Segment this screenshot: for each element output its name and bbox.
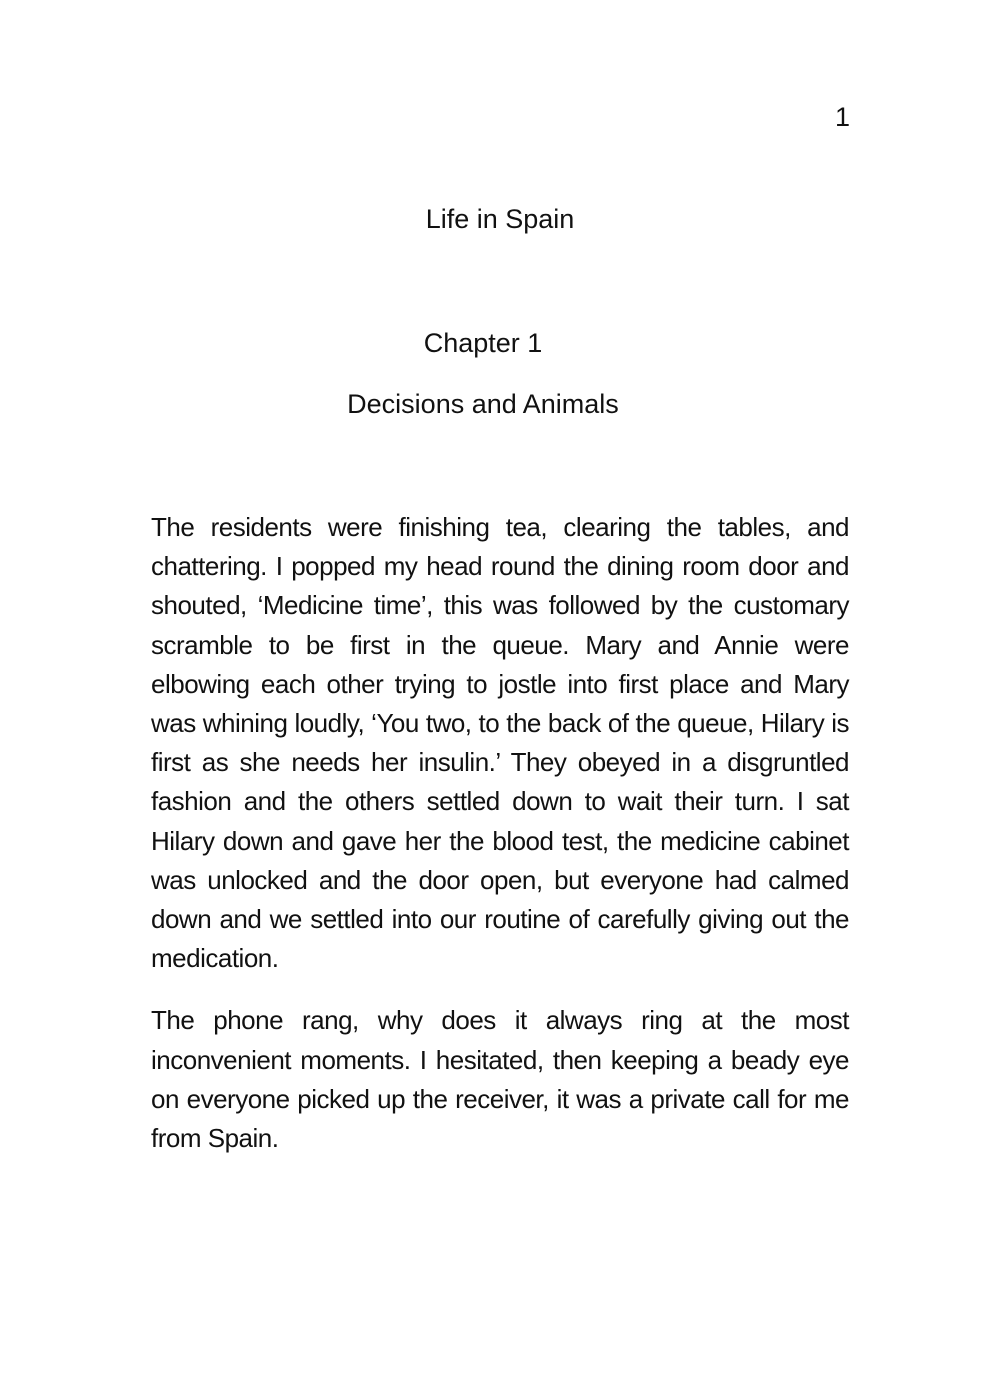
book-title: Life in Spain <box>425 204 575 234</box>
chapter-title: Decisions and Animals <box>347 389 619 419</box>
paragraph: The phone rang, why does it always ring at the most inconvenient moments. I hesitated, then keeping a beady eye on everyone picked up the receiver, it was a private call for me from Spain. <box>151 1005 849 1154</box>
paragraph: The residents were finishing tea, clearing the tables, and chattering. I popped my head round the dining room door and shouted, ‘Medicine time’, this was followed by the customary scramble to be first in the queue. Mary and Annie were elbowing each other trying to jostle into first place and Mary was whining loudly, ‘You two, to the back of the queue, Hilary is first as she needs her insulin.’ They obeyed in a disgruntled fashion and the others settled down to wait their turn. I sat Hilary down and gave her the blood test, the medicine cabinet was unlocked and the door open, but everyone had calmed down and we settled into our routine of carefully giving out the medication. <box>151 512 849 974</box>
body-text <box>151 508 849 1181</box>
page-number: 1 <box>834 102 850 132</box>
chapter-number: Chapter 1 <box>423 328 543 358</box>
